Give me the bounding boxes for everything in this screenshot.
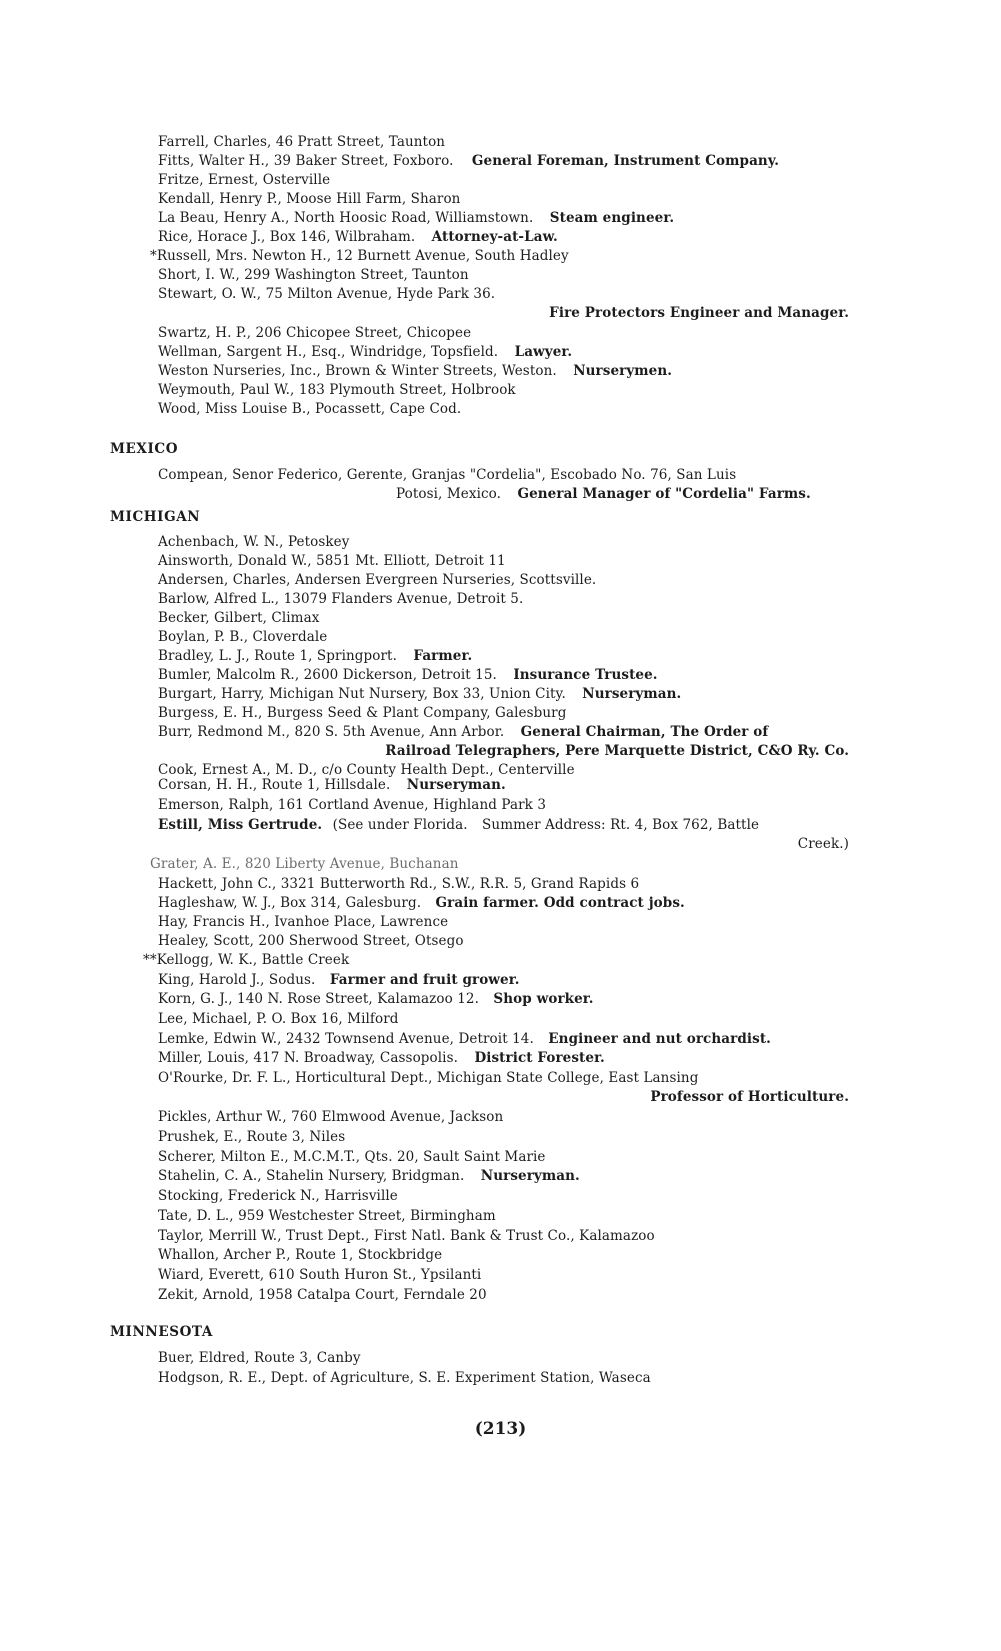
entry-weston-nurseries: Weston Nurseries, Inc., Brown & Winter Streets, Weston. Nurserymen.: [158, 363, 673, 379]
entry-bradley: Bradley, L. J., Route 1, Springport. Farmer.: [158, 648, 473, 664]
entry-stewart-occupation: Fire Protectors Engineer and Manager.: [549, 305, 849, 321]
entry-kendall: Kendall, Henry P., Moose Hill Farm, Sharon: [158, 191, 461, 207]
entry-fritze: Fritze, Ernest, Osterville: [158, 172, 331, 188]
entry-swartz: Swartz, H. P., 206 Chicopee Street, Chicopee: [158, 325, 472, 341]
entry-boylan: Boylan, P. B., Cloverdale: [158, 629, 328, 645]
entry-ainsworth: Ainsworth, Donald W., 5851 Mt. Elliott, Detroit 11: [158, 553, 506, 569]
entry-fitts: Fitts, Walter H., 39 Baker Street, Foxboro. General Foreman, Instrument Company.: [158, 153, 780, 169]
entry-wiard: Wiard, Everett, 610 South Huron St., Ypsilanti: [158, 1267, 482, 1283]
entry-farrell: Farrell, Charles, 46 Pratt Street, Taunton: [158, 134, 446, 150]
entry-king: King, Harold J., Sodus. Farmer and fruit grower.: [158, 972, 520, 988]
entry-russell: *Russell, Mrs. Newton H., 12 Burnett Avenue, South Hadley: [150, 248, 569, 264]
entry-prushek: Prushek, E., Route 3, Niles: [158, 1129, 346, 1145]
entry-korn: Korn, G. J., 140 N. Rose Street, Kalamazoo 12. Shop worker.: [158, 991, 594, 1007]
entry-estill-cont: Creek.): [797, 836, 849, 852]
entry-bumler: Bumler, Malcolm R., 2600 Dickerson, Detroit 15. Insurance Trustee.: [158, 667, 658, 683]
entry-cook: Cook, Ernest A., M. D., c/o County Health Dept., Centerville: [158, 762, 575, 778]
entry-hagleshaw: Hagleshaw, W. J., Box 314, Galesburg. Grain farmer. Odd contract jobs.: [158, 895, 685, 911]
entry-zekit: Zekit, Arnold, 1958 Catalpa Court, Ferndale 20: [158, 1287, 487, 1303]
entry-emerson: Emerson, Ralph, 161 Cortland Avenue, Highland Park 3: [158, 797, 547, 813]
entry-kellogg: **Kellogg, W. K., Battle Creek: [143, 952, 350, 968]
entry-whallon: Whallon, Archer P., Route 1, Stockbridge: [158, 1247, 443, 1263]
entry-burgart: Burgart, Harry, Michigan Nut Nursery, Box 33, Union City. Nurseryman.: [158, 686, 682, 702]
entry-scherer: Scherer, Milton E., M.C.M.T., Qts. 20, Sault Saint Marie: [158, 1149, 546, 1165]
entry-hay: Hay, Francis H., Ivanhoe Place, Lawrence: [158, 914, 449, 930]
entry-corsan: Corsan, H. H., Route 1, Hillsdale. Nurseryman.: [158, 777, 506, 793]
entry-stahelin: Stahelin, C. A., Stahelin Nursery, Bridgman. Nurseryman.: [158, 1168, 580, 1184]
entry-compean: Compean, Senor Federico, Gerente, Granjas "Cordelia", Escobado No. 76, San Luis: [158, 467, 737, 483]
entry-buer: Buer, Eldred, Route 3, Canby: [158, 1350, 361, 1366]
entry-la-beau: La Beau, Henry A., North Hoosic Road, Williamstown. Steam engineer.: [158, 210, 675, 226]
entry-wellman: Wellman, Sargent H., Esq., Windridge, Topsfield. Lawyer.: [158, 344, 573, 360]
entry-orourke-cont: Professor of Horticulture.: [650, 1089, 849, 1105]
entry-grater: Grater, A. E., 820 Liberty Avenue, Buchanan: [150, 856, 459, 872]
entry-tate: Tate, D. L., 959 Westchester Street, Birmingham: [158, 1208, 496, 1224]
entry-barlow: Barlow, Alfred L., 13079 Flanders Avenue, Detroit 5.: [158, 591, 524, 607]
entry-orourke: O'Rourke, Dr. F. L., Horticultural Dept., Michigan State College, East Lansing: [158, 1070, 699, 1086]
entry-hodgson: Hodgson, R. E., Dept. of Agriculture, S. E. Experiment Station, Waseca: [158, 1370, 651, 1386]
entry-wood: Wood, Miss Louise B., Pocassett, Cape Cod.: [158, 401, 462, 417]
entry-stocking: Stocking, Frederick N., Harrisville: [158, 1188, 398, 1204]
entry-burr-cont: Railroad Telegraphers, Pere Marquette District, C&O Ry. Co.: [385, 743, 849, 759]
entry-lemke: Lemke, Edwin W., 2432 Townsend Avenue, Detroit 14. Engineer and nut orchardist.: [158, 1031, 771, 1047]
entry-short: Short, I. W., 299 Washington Street, Taunton: [158, 267, 469, 283]
section-heading-minnesota: MINNESOTA: [110, 1324, 213, 1340]
entry-healey: Healey, Scott, 200 Sherwood Street, Otsego: [158, 933, 464, 949]
entry-weymouth: Weymouth, Paul W., 183 Plymouth Street, Holbrook: [158, 382, 516, 398]
entry-burr: Burr, Redmond M., 820 S. 5th Avenue, Ann Arbor. General Chairman, The Order of: [158, 724, 769, 740]
entry-achenbach: Achenbach, W. N., Petoskey: [158, 534, 350, 550]
entry-hackett: Hackett, John C., 3321 Butterworth Rd., S.W., R.R. 5, Grand Rapids 6: [158, 876, 640, 892]
entry-estill: Estill, Miss Gertrude. (See under Florida. Summer Address: Rt. 4, Box 762, Battle: [158, 817, 760, 833]
page-number: (213): [474, 1419, 527, 1439]
section-heading-mexico: MEXICO: [110, 441, 179, 457]
entry-pickles: Pickles, Arthur W., 760 Elmwood Avenue, Jackson: [158, 1109, 504, 1125]
entry-lee: Lee, Michael, P. O. Box 16, Milford: [158, 1011, 399, 1027]
entry-andersen: Andersen, Charles, Andersen Evergreen Nurseries, Scottsville.: [158, 572, 597, 588]
entry-rice: Rice, Horace J., Box 146, Wilbraham. Attorney-at-Law.: [158, 229, 558, 245]
entry-stewart: Stewart, O. W., 75 Milton Avenue, Hyde Park 36.: [158, 286, 496, 302]
entry-miller: Miller, Louis, 417 N. Broadway, Cassopolis. District Forester.: [158, 1050, 605, 1066]
section-heading-michigan: MICHIGAN: [110, 509, 201, 525]
entry-taylor: Taylor, Merrill W., Trust Dept., First Natl. Bank & Trust Co., Kalamazoo: [158, 1228, 655, 1244]
entry-becker: Becker, Gilbert, Climax: [158, 610, 320, 626]
entry-burgess: Burgess, E. H., Burgess Seed & Plant Company, Galesburg: [158, 705, 567, 721]
entry-compean-cont: Potosi, Mexico. General Manager of "Cordelia" Farms.: [396, 486, 811, 502]
